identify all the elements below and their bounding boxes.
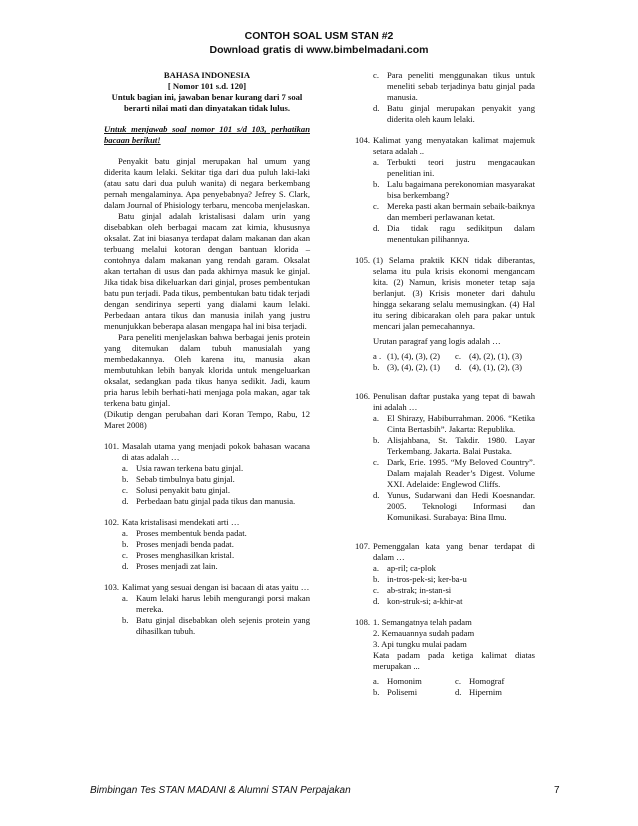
option-label: d.	[122, 561, 129, 571]
option-label: a.	[122, 528, 128, 538]
reading-instruction: Untuk menjawab soal nomor 101 s/d 103, perhatikan bacaan berikut!	[104, 124, 310, 145]
option-text: Hipernim	[469, 687, 502, 697]
question-text: Pemenggalan kata yang benar terdapat di dalam …	[373, 541, 535, 562]
question-text: (1) Selama praktik KKN tidak diberantas, selama itu pula krisis ekonomi mengancam kita. (2) Namun, krisis moneter tetap saja berlanjut. (3) Krisis moneter dari dahulu hingga sekarang selalu memusingkan. (4) Hal itu sering dibicarakan oleh para pakar untuk mencari jalan pemecahannya.	[373, 255, 535, 331]
question-number: 104.	[355, 135, 371, 145]
option-row[interactable]	[373, 351, 535, 362]
option-text: (1), (4), (3), (2)	[387, 351, 440, 361]
option-text: kon-struk-si; a-khir-at	[387, 596, 463, 606]
option-label: d.	[373, 596, 380, 606]
question-ask: Urutan paragraf yang logis adalah …	[373, 336, 501, 346]
option-text: Yunus, Sudarwani dan Hedi Koesnandar. 2005. Teknologi Informasi dan Komunikasi. Surabaya: Bina Ilmu.	[387, 490, 535, 522]
question-number: 103.	[104, 582, 120, 592]
passage-paragraph-2: Batu ginjal adalah kristalisasi dalam urin yang disebabkan oleh berbagai macam zat kimia, khususnya oksalat. Zat ini biasanya terdapat dalam makanan dan akan terbuang melalui kotoran dengan bantuan klorida –contohnya dalam makanan yang rendah garam. Oksalat akan tertahan di usus dan pada akhirnya masuk ke ginjal. Jika tidak bisa dikeluarkan dari ginjal, proses pembentukan batu pun terjadi. Pada tikus, pembentukan batu tidak terjadi dengan sendirinya seperti yang dialami kaum lelaki. Perbedaan antara tikus dan manusia inilah yang justru menunjukkan beberapa alasan mengapa hal ini bisa terjadi.	[104, 211, 310, 331]
option[interactable]	[373, 574, 535, 585]
question-text: Kata kristalisasi mendekati arti …	[122, 517, 240, 527]
option-label: b.	[373, 362, 380, 372]
option[interactable]	[122, 561, 310, 572]
option-label: d.	[373, 103, 380, 113]
option[interactable]	[122, 593, 310, 615]
section-note: Untuk bagian ini, jawaban benar kurang dari 7 soal berarti nilai mati dan dinyatakan tidak lulus.	[111, 92, 303, 113]
option[interactable]	[122, 550, 310, 561]
option-label: b.	[122, 474, 129, 484]
option-label: b.	[373, 435, 380, 445]
option[interactable]	[373, 103, 535, 125]
question-text: Kata padam pada ketiga kalimat diatas merupakan ...	[373, 650, 535, 671]
question-103	[104, 582, 310, 637]
section-range: [ Nomor 101 s.d. 120]	[167, 81, 247, 91]
passage-paragraph-1: Penyakit batu ginjal merupakan hal umum yang diderita kaum lelaki. Sekitar tiga dari dua puluh laki-laki (atau satu dari dua puluh wanita) di negara berkembang pernah mengalaminya. Apa penyebabnya? Jefrey S. Clark, dalam Journal of Phisiology terbaru, mencoba menjelaskan.	[104, 156, 310, 210]
option[interactable]	[122, 463, 310, 474]
option-text: Proses menjadi zat lain.	[136, 561, 218, 571]
option-label: c.	[455, 351, 461, 361]
option[interactable]	[373, 435, 535, 457]
option[interactable]	[122, 615, 310, 637]
option-text: Perbedaan batu ginjal pada tikus dan manusia.	[136, 496, 296, 506]
question-line: 1. Semangatnya telah padam	[373, 617, 472, 627]
option-text: Homograf	[469, 676, 505, 686]
option[interactable]	[373, 413, 535, 435]
option-label: b.	[122, 615, 129, 625]
option-text: Batu ginjal disebabkan oleh sejenis protein yang dihasilkan tubuh.	[136, 615, 310, 636]
option[interactable]	[373, 179, 535, 201]
question-text: Penulisan daftar pustaka yang tepat di bawah ini adalah …	[373, 391, 535, 412]
question-text: Masalah utama yang menjadi pokok bahasan wacana di atas adalah …	[122, 441, 310, 462]
option[interactable]	[373, 70, 535, 103]
option-label: d.	[373, 223, 380, 233]
option[interactable]	[122, 474, 310, 485]
question-line: 2. Kemauannya sudah padam	[373, 628, 475, 638]
option-text: Proses membentuk benda padat.	[136, 528, 247, 538]
question-text: Kalimat yang sesuai dengan isi bacaan di atas yaitu …	[122, 582, 310, 592]
option-label: c.	[373, 201, 379, 211]
question-104	[355, 135, 535, 245]
question-number: 105.	[355, 255, 371, 265]
option-text: Batu ginjal merupakan penyakit yang diderita oleh kaum lelaki.	[387, 103, 535, 124]
option-label: c.	[373, 457, 379, 467]
option-text: Homonim	[387, 676, 422, 686]
option-text: in-tros-pek-si; ker-ba-u	[387, 574, 467, 584]
option-text: Solusi penyakit batu ginjal.	[136, 485, 231, 495]
option-label: a.	[373, 676, 379, 686]
question-108	[355, 617, 535, 698]
option-label: d.	[455, 687, 462, 697]
section-title: BAHASA INDONESIA	[163, 70, 251, 80]
option-row[interactable]	[373, 362, 535, 373]
question-text: Kalimat yang menyatakan kalimat majemuk setara adalah ..	[373, 135, 535, 156]
option-text: Terbukti teori justru mengacaukan penelitian ini.	[387, 157, 535, 178]
question-103-continued	[355, 70, 535, 125]
option-label: c.	[373, 585, 379, 595]
option[interactable]	[122, 496, 310, 507]
option-text: (3), (4), (2), (1)	[387, 362, 440, 372]
option-label: c.	[122, 485, 128, 495]
option-label: a.	[122, 463, 128, 473]
option-text: Sebab timbulnya batu ginjal.	[136, 474, 235, 484]
question-101	[104, 441, 310, 507]
footer-text: Bimbingan Tes STAN MADANI & Alumni STAN Perpajakan	[90, 785, 351, 796]
question-number: 106.	[355, 391, 371, 401]
option-label: d.	[373, 490, 380, 500]
option-label: a.	[373, 413, 379, 423]
option-text: Kaum lelaki harus lebih mengurangi porsi makan mereka.	[136, 593, 310, 614]
option-text: ap-ril; ca-plok	[387, 563, 436, 573]
option-label: a.	[122, 593, 128, 603]
option[interactable]	[373, 596, 535, 607]
option[interactable]	[122, 539, 310, 550]
option-text: (4), (1), (2), (3)	[469, 362, 522, 372]
option-label: a.	[373, 563, 379, 573]
option-text: Polisemi	[387, 687, 418, 697]
option[interactable]	[373, 201, 535, 223]
option[interactable]	[373, 563, 535, 574]
left-column	[104, 70, 310, 637]
option-label: c.	[373, 70, 379, 80]
option-text: (4), (2), (1), (3)	[469, 351, 522, 361]
passage-source: (Dikutip dengan perubahan dari Koran Tempo, Rabu, 12 Maret 2008)	[104, 409, 310, 430]
option[interactable]	[373, 585, 535, 596]
option-text: Dia tidak ragu sedikitpun dalam menentukan pilihannya.	[387, 223, 535, 244]
option-text: ab-strak; in-stan-si	[387, 585, 452, 595]
question-number: 107.	[355, 541, 371, 551]
option[interactable]	[373, 490, 535, 523]
option-text: Proses menghasilkan kristal.	[136, 550, 235, 560]
question-102	[104, 517, 310, 572]
option-label: d.	[122, 496, 129, 506]
option-text: Dark, Erie. 1995. “My Beloved Country”. Dalam majalah Reader’s Digest. Volume XXI. Adelaide: Englewod Cliffs.	[387, 457, 535, 489]
right-column	[355, 70, 535, 698]
option-text: Alisjahbana, St. Takdir. 1980. Layar Terkembang. Jakarta. Balai Pustaka.	[387, 435, 535, 456]
option-label: c.	[455, 676, 461, 686]
option-text: Usia rawan terkena batu ginjal.	[136, 463, 244, 473]
option-label: a.	[373, 157, 379, 167]
question-106	[355, 391, 535, 523]
option[interactable]	[373, 223, 535, 245]
passage-paragraph-3: Para peneliti menjelaskan bahwa berbagai jenis protein yang ditemukan dalam tubuh manusialah yang membedakannya. Oleh karena itu, manusia akan membutuhkan lebih banyak klorida untuk mengeluarkan oksalat, sedangkan pada tikus hanya sedikit. Jadi, kaum pria harus lebih berhati-hati menjaga pola makan, agar tak terkena batu ginjal.	[104, 332, 310, 408]
page-subtitle: Download gratis di www.bimbelmadani.com	[209, 44, 429, 56]
question-105	[355, 255, 535, 373]
option-label: d.	[455, 362, 462, 372]
option[interactable]	[373, 457, 535, 490]
option-text: Lalu bagaimana perekonomian masyarakat bisa berkembang?	[387, 179, 535, 200]
option-label: b.	[373, 179, 380, 189]
option[interactable]	[122, 528, 310, 539]
question-107	[355, 541, 535, 607]
option-row[interactable]	[373, 687, 535, 698]
page-number: 7	[554, 785, 560, 796]
option-text: Para peneliti menggunakan tikus untuk meneliti sebab terjadinya batu ginjal pada manusia.	[387, 70, 535, 102]
option-label: b.	[373, 574, 380, 584]
option-text: El Shirazy, Habiburrahman. 2006. “Ketika Cinta Bertasbih”. Jakarta: Republika.	[387, 413, 535, 434]
question-number: 108.	[355, 617, 371, 627]
option-text: Mereka pasti akan bermain sebaik-baiknya dan memberi perlawanan ketat.	[387, 201, 535, 222]
option-text: Proses menjadi benda padat.	[136, 539, 234, 549]
option[interactable]	[373, 157, 535, 179]
question-number: 101.	[104, 441, 120, 451]
option-label: a .	[373, 351, 382, 361]
option-label: b.	[122, 539, 129, 549]
option-label: b.	[373, 687, 380, 697]
question-number: 102.	[104, 517, 120, 527]
option-row[interactable]	[373, 676, 535, 687]
option-label: c.	[122, 550, 128, 560]
page-title: CONTOH SOAL USM STAN #2	[244, 30, 394, 42]
option[interactable]	[122, 485, 310, 496]
question-line: 3. Api tungku mulai padam	[373, 639, 467, 649]
